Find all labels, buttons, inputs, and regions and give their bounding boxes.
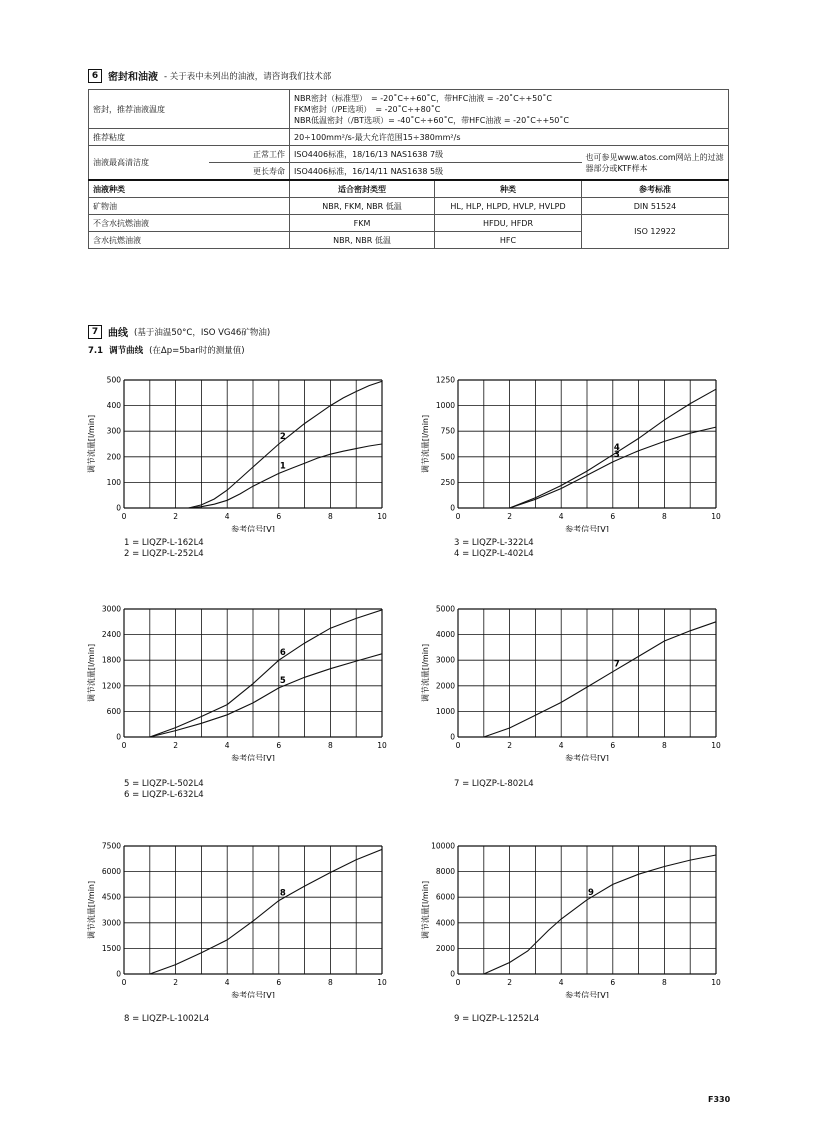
y-tick-label: 100 bbox=[106, 477, 121, 487]
x-axis-label: 参考信号[V] bbox=[231, 991, 275, 998]
x-tick-label: 0 bbox=[121, 978, 127, 987]
x-tick-label: 2 bbox=[507, 512, 512, 521]
fluid-standard: DIN 51524 bbox=[582, 198, 729, 215]
x-tick-label: 0 bbox=[121, 741, 127, 750]
y-axis-label: 调节流量[l/min] bbox=[421, 880, 430, 940]
x-tick-label: 2 bbox=[173, 512, 178, 521]
section6-number: 6 bbox=[88, 69, 102, 83]
y-tick-label: 3000 bbox=[101, 604, 121, 614]
y-tick-label: 0 bbox=[116, 732, 121, 742]
chart-legend bbox=[124, 779, 204, 801]
col-header: 种类 bbox=[435, 180, 582, 198]
seal-value-line: NBR低温密封（/BT选项）= -40˚C÷+60˚C，带HFC油液 = -20˚C÷+50˚C bbox=[294, 115, 569, 125]
x-tick-label: 4 bbox=[558, 978, 564, 987]
x-tick-label: 6 bbox=[610, 741, 616, 750]
y-tick-label: 0 bbox=[450, 969, 455, 979]
y-tick-label: 1200 bbox=[101, 681, 121, 691]
x-tick-label: 10 bbox=[377, 741, 387, 750]
flow-chart-1-2 bbox=[84, 372, 394, 536]
y-tick-label: 1000 bbox=[435, 401, 455, 411]
fluid-seals: NBR, NBR 低温 bbox=[290, 232, 435, 249]
y-tick-label: 0 bbox=[116, 503, 121, 513]
y-tick-label: 4000 bbox=[435, 630, 455, 640]
flow-chart-7 bbox=[418, 601, 728, 765]
y-tick-label: 0 bbox=[450, 503, 455, 513]
table-row bbox=[89, 90, 729, 129]
chart-svg bbox=[84, 838, 394, 998]
fluid-class: HFDU, HFDR bbox=[435, 215, 582, 232]
fluid-type: 矿物油 bbox=[89, 198, 290, 215]
y-tick-label: 1800 bbox=[101, 655, 121, 665]
y-tick-label: 2000 bbox=[435, 943, 455, 953]
fluid-type: 不含水抗燃油液 bbox=[89, 215, 290, 232]
x-tick-label: 8 bbox=[662, 512, 667, 521]
seal-label: 密封，推荐油液温度 bbox=[89, 90, 290, 129]
legend-entry: 1 = LIQZP-L-162L4 bbox=[124, 538, 204, 548]
series-line bbox=[150, 610, 382, 737]
y-tick-label: 250 bbox=[440, 477, 455, 487]
y-axis-label: 调节流量[l/min] bbox=[421, 414, 430, 474]
series-label: 6 bbox=[279, 648, 286, 659]
y-tick-label: 4000 bbox=[435, 918, 455, 928]
y-tick-label: 400 bbox=[106, 401, 121, 411]
clean-normal-value: ISO4406标准，18/16/13 NAS1638 7级 bbox=[290, 146, 582, 163]
fluid-type: 含水抗燃油液 bbox=[89, 232, 290, 249]
y-tick-label: 0 bbox=[450, 732, 455, 742]
x-tick-label: 0 bbox=[455, 512, 461, 521]
fluid-class: HL, HLP, HLPD, HVLP, HVLPD bbox=[435, 198, 582, 215]
y-tick-label: 3000 bbox=[101, 918, 121, 928]
y-tick-label: 200 bbox=[106, 452, 121, 462]
y-tick-label: 500 bbox=[440, 452, 455, 462]
table-row bbox=[89, 146, 729, 163]
subsection-number: 7.1 bbox=[88, 346, 104, 356]
x-tick-label: 0 bbox=[455, 978, 461, 987]
x-tick-label: 2 bbox=[507, 741, 512, 750]
y-tick-label: 6000 bbox=[435, 892, 455, 902]
x-axis-label: 参考信号[V] bbox=[231, 525, 275, 532]
chart-legend bbox=[454, 538, 534, 560]
x-tick-label: 6 bbox=[610, 512, 616, 521]
x-tick-label: 6 bbox=[276, 512, 282, 521]
y-tick-label: 8000 bbox=[435, 867, 455, 877]
series-line bbox=[150, 654, 382, 737]
section7-number: 7 bbox=[88, 325, 102, 339]
x-axis-label: 参考信号[V] bbox=[565, 525, 609, 532]
chart-legend bbox=[454, 779, 534, 790]
y-tick-label: 1250 bbox=[435, 375, 455, 385]
x-tick-label: 4 bbox=[224, 978, 230, 987]
legend-entry: 9 = LIQZP-L-1252L4 bbox=[454, 1014, 540, 1024]
x-tick-label: 2 bbox=[173, 741, 178, 750]
y-axis-label: 调节流量[l/min] bbox=[87, 414, 96, 474]
y-tick-label: 600 bbox=[106, 706, 121, 716]
viscosity-value: 20÷100mm²/s-最大允许范围15÷380mm²/s bbox=[290, 129, 729, 146]
x-axis-label: 参考信号[V] bbox=[231, 754, 275, 761]
x-tick-label: 2 bbox=[507, 978, 512, 987]
legend-entry: 2 = LIQZP-L-252L4 bbox=[124, 549, 204, 559]
series-label: 9 bbox=[588, 887, 594, 898]
legend-entry: 8 = LIQZP-L-1002L4 bbox=[124, 1014, 210, 1024]
series-label: 8 bbox=[279, 888, 286, 899]
x-tick-label: 8 bbox=[328, 512, 333, 521]
x-tick-label: 6 bbox=[610, 978, 616, 987]
x-tick-label: 4 bbox=[558, 741, 564, 750]
page-number: F330 bbox=[708, 1095, 731, 1104]
clean-normal-label: 正常工作 bbox=[209, 146, 290, 163]
section6-note: - 关于表中未列出的油液，请咨询我们技术部 bbox=[164, 71, 332, 82]
y-tick-label: 7500 bbox=[101, 841, 121, 851]
x-tick-label: 4 bbox=[558, 512, 564, 521]
x-tick-label: 10 bbox=[711, 741, 721, 750]
flow-chart-5-6 bbox=[84, 601, 394, 765]
x-tick-label: 10 bbox=[711, 512, 721, 521]
y-tick-label: 4500 bbox=[101, 892, 121, 902]
series-line bbox=[484, 622, 716, 737]
col-header: 适合密封类型 bbox=[290, 180, 435, 198]
x-tick-label: 8 bbox=[662, 978, 667, 987]
subsection-7-1 bbox=[88, 344, 245, 356]
x-axis-label: 参考信号[V] bbox=[565, 754, 609, 761]
table-row bbox=[89, 215, 729, 232]
section7-title: 曲线 bbox=[108, 328, 128, 339]
flow-chart-8 bbox=[84, 838, 394, 1002]
x-tick-label: 2 bbox=[173, 978, 178, 987]
y-tick-label: 300 bbox=[106, 426, 121, 436]
x-tick-label: 6 bbox=[276, 741, 282, 750]
x-tick-label: 8 bbox=[328, 741, 333, 750]
table-row bbox=[89, 198, 729, 215]
x-tick-label: 8 bbox=[328, 978, 333, 987]
section7-header bbox=[88, 324, 270, 339]
legend-entry: 5 = LIQZP-L-502L4 bbox=[124, 779, 204, 789]
x-tick-label: 10 bbox=[377, 978, 387, 987]
viscosity-label: 推荐粘度 bbox=[89, 129, 290, 146]
col-header: 油液种类 bbox=[89, 180, 290, 198]
chart-legend bbox=[454, 1014, 539, 1025]
seal-values bbox=[290, 90, 729, 129]
series-line bbox=[189, 444, 383, 508]
series-label: 4 bbox=[613, 442, 620, 453]
fluid-seals: NBR, FKM, NBR 低温 bbox=[290, 198, 435, 215]
series-line bbox=[484, 855, 716, 974]
flow-chart-3-4 bbox=[418, 372, 728, 536]
x-tick-label: 6 bbox=[276, 978, 282, 987]
section6-header bbox=[88, 68, 331, 83]
series-label: 5 bbox=[279, 675, 286, 686]
y-axis-label: 调节流量[l/min] bbox=[421, 643, 430, 703]
clean-long-value: ISO4406标准，16/14/11 NAS1638 5级 bbox=[290, 163, 582, 181]
series-label: 3 bbox=[613, 449, 620, 460]
series-label: 1 bbox=[279, 461, 286, 472]
x-tick-label: 10 bbox=[711, 978, 721, 987]
section7-note: (基于油温50°C，ISO VG46矿物油) bbox=[134, 327, 271, 338]
series-line bbox=[150, 849, 382, 974]
col-header: 参考标准 bbox=[582, 180, 729, 198]
fluid-spec-table bbox=[88, 89, 729, 249]
subsection-note: (在Δp=5bar时的测量值) bbox=[149, 346, 245, 356]
chart-legend bbox=[124, 1014, 209, 1025]
legend-entry: 6 = LIQZP-L-632L4 bbox=[124, 790, 204, 800]
subsection-title: 调节曲线 bbox=[109, 346, 144, 356]
legend-entry: 7 = LIQZP-L-802L4 bbox=[454, 779, 534, 789]
fluid-seals: FKM bbox=[290, 215, 435, 232]
cleanliness-label: 油液最高清洁度 bbox=[89, 146, 209, 181]
y-tick-label: 5000 bbox=[435, 604, 455, 614]
seal-value-line: NBR密封（标准型） = -20˚C÷+60˚C，带HFC油液 = -20˚C÷+50˚C bbox=[294, 93, 552, 103]
x-tick-label: 0 bbox=[455, 741, 461, 750]
table-header-row bbox=[89, 180, 729, 198]
flow-chart-9 bbox=[418, 838, 728, 1002]
x-tick-label: 0 bbox=[121, 512, 127, 521]
y-tick-label: 2400 bbox=[101, 630, 121, 640]
x-tick-label: 4 bbox=[224, 512, 230, 521]
legend-entry: 4 = LIQZP-L-402L4 bbox=[454, 549, 534, 559]
x-axis-label: 参考信号[V] bbox=[565, 991, 609, 998]
y-tick-label: 0 bbox=[116, 969, 121, 979]
clean-long-label: 更长寿命 bbox=[209, 163, 290, 181]
clean-note: 也可参见www.atos.com网站上的过滤器部分或KTF样本 bbox=[582, 146, 729, 181]
fluid-standard: ISO 12922 bbox=[582, 215, 729, 249]
legend-entry: 3 = LIQZP-L-322L4 bbox=[454, 538, 534, 548]
chart-svg bbox=[84, 601, 394, 761]
y-tick-label: 1500 bbox=[101, 943, 121, 953]
x-tick-label: 8 bbox=[662, 741, 667, 750]
seal-value-line: FKM密封（/PE选项） = -20˚C÷+80˚C bbox=[294, 104, 441, 114]
y-tick-label: 10000 bbox=[431, 841, 455, 851]
y-axis-label: 调节流量[l/min] bbox=[87, 643, 96, 703]
y-tick-label: 750 bbox=[440, 426, 455, 436]
series-label: 7 bbox=[613, 659, 620, 670]
series-label: 2 bbox=[279, 432, 286, 442]
x-tick-label: 10 bbox=[377, 512, 387, 521]
y-tick-label: 3000 bbox=[435, 655, 455, 665]
y-tick-label: 2000 bbox=[435, 681, 455, 691]
chart-svg bbox=[418, 601, 728, 761]
fluid-class: HFC bbox=[435, 232, 582, 249]
y-tick-label: 500 bbox=[106, 375, 121, 385]
chart-svg bbox=[418, 838, 728, 998]
chart-svg bbox=[84, 372, 394, 532]
y-tick-label: 6000 bbox=[101, 867, 121, 877]
table-row bbox=[89, 129, 729, 146]
y-axis-label: 调节流量[l/min] bbox=[87, 880, 96, 940]
section6-title: 密封和油液 bbox=[108, 72, 158, 83]
series-line bbox=[189, 381, 383, 508]
x-tick-label: 4 bbox=[224, 741, 230, 750]
chart-legend bbox=[124, 538, 204, 560]
y-tick-label: 1000 bbox=[435, 706, 455, 716]
chart-svg bbox=[418, 372, 728, 532]
